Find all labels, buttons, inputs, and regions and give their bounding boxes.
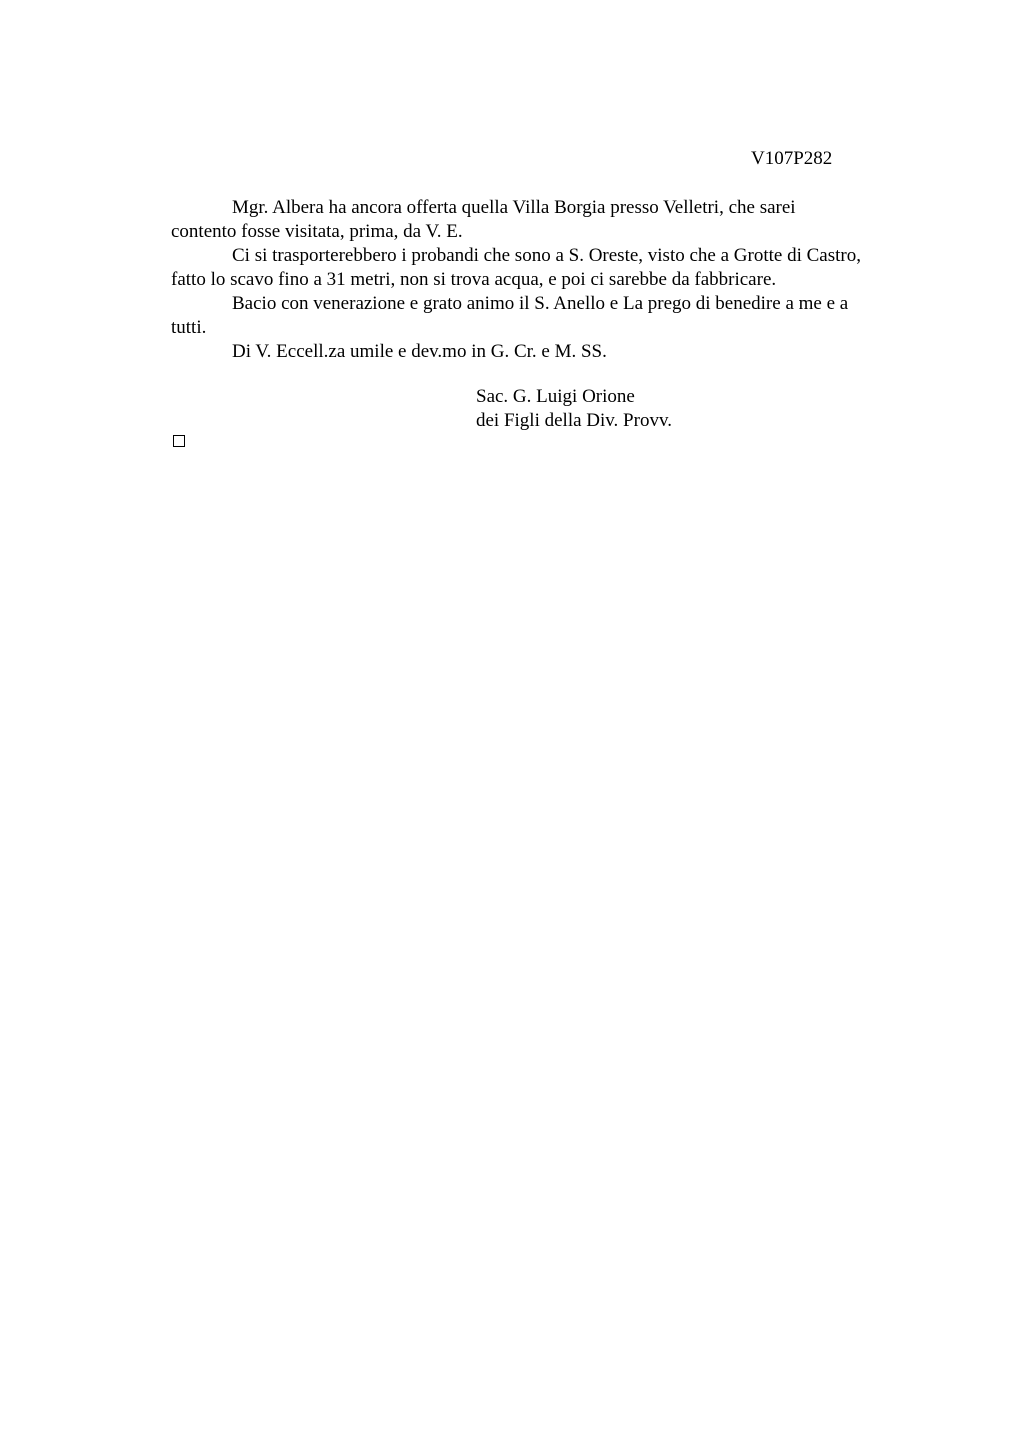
paragraph-probandi — [171, 244, 921, 292]
paragraph-closing — [171, 340, 921, 364]
paragraph-line: Mgr. Albera ha ancora offerta quella Villa Borgia presso Velletri, che sarei — [232, 197, 796, 218]
page-reference: V107P282 — [751, 148, 833, 169]
signature-block — [476, 385, 672, 433]
end-of-text-box-icon — [173, 435, 185, 447]
paragraph-blessing — [171, 292, 921, 340]
paragraph-line: contento fosse visitata, prima, da V. E. — [171, 221, 463, 242]
paragraph-villa-borgia — [171, 196, 921, 244]
signature-name: Sac. G. Luigi Orione — [476, 386, 635, 407]
signature-affiliation: dei Figli della Div. Provv. — [476, 410, 672, 431]
paragraph-line: Ci si trasporterebbero i probandi che sono a S. Oreste, visto che a Grotte di Castro, — [232, 245, 861, 266]
letter-body — [171, 196, 921, 364]
paragraph-line: Di V. Eccell.za umile e dev.mo in G. Cr. e M. SS. — [232, 341, 607, 362]
paragraph-line: Bacio con venerazione e grato animo il S. Anello e La prego di benedire a me e a — [232, 293, 849, 314]
paragraph-line: fatto lo scavo fino a 31 metri, non si trova acqua, e poi ci sarebbe da fabbricare. — [171, 269, 777, 290]
paragraph-line: tutti. — [171, 317, 207, 338]
